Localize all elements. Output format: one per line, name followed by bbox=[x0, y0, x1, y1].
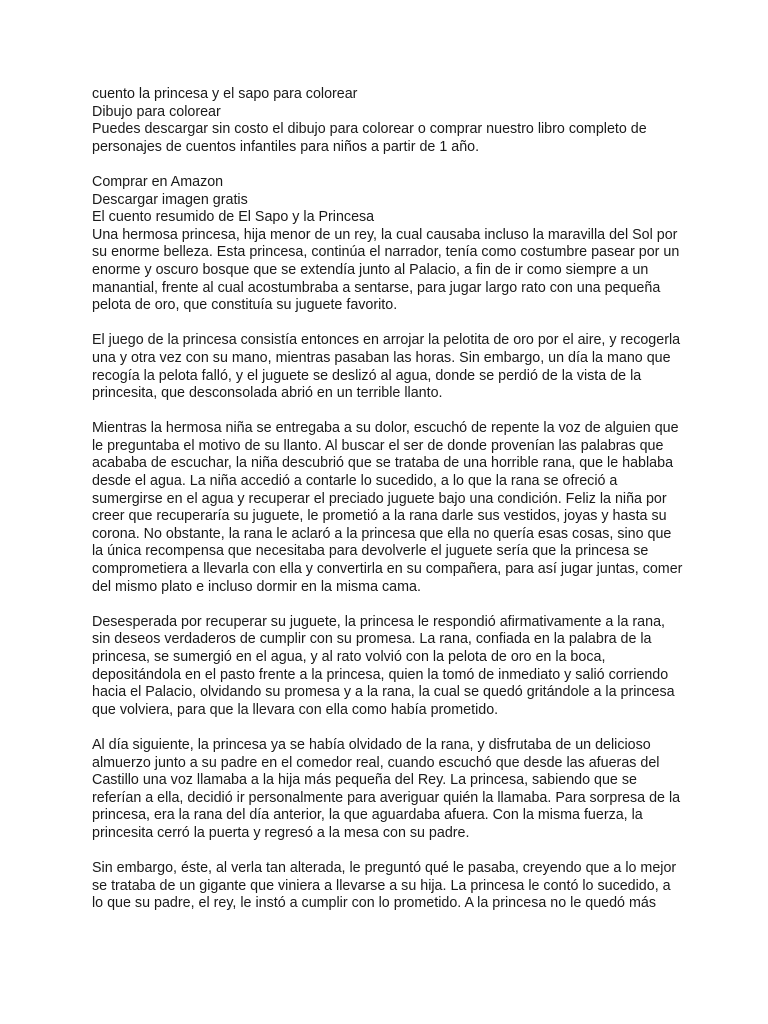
intro-text: Puedes descargar sin costo el dibujo para colorear o comprar nuestro libro completo de personajes de cuentos infantiles para niños a partir de 1 año. bbox=[92, 121, 647, 155]
story-paragraph: Desesperada por recuperar su juguete, la princesa le respondió afirmativamente a la rana, sin deseos verdaderos de cumplir con su promesa. La rana, confiada en la palabra de la princesa, se sumergió en el agua, y al rato volvió con la pelota de oro en la boca, depositándola en el pasto frente a la princesa, quien la tomó de inmediato y salió corriendo hacia el Palacio, olvidando su promesa y a la rana, la cual se quedó gritándole a la princesa que volviera, para que la llevara con ella como había prometido. bbox=[92, 613, 675, 718]
story-heading: El cuento resumido de El Sapo y la Princesa bbox=[92, 209, 375, 226]
download-link[interactable]: Descargar imagen gratis bbox=[92, 191, 248, 208]
story-paragraph: El juego de la princesa consistía entonces en arrojar la pelotita de oro por el aire, y recogerla una y otra vez con su mano, mientras pasaban las horas. Sin embargo, un día la mano que recogía la pelota falló, y el juguete se deslizó al agua, donde se perdió de la vista de la princesita, que desconsolada abrió en un terrible llanto. bbox=[92, 332, 681, 402]
story-paragraph: Una hermosa princesa, hija menor de un rey, la cual causaba incluso la maravilla del Sol por su enorme belleza. Esta princesa, continúa el narrador, tenía como costumbre pasear por un enorme y oscuro bosque que se extendía junto al Palacio, a fin de ir como siempre a un manantial, frente al cual acostumbraba a sentarse, para jugar largo rato con una pequeña pelota de oro, que constituía su juguete favorito. bbox=[92, 226, 680, 314]
header-block bbox=[92, 86, 684, 156]
page-subtitle: Dibujo para colorear bbox=[92, 103, 221, 120]
amazon-link[interactable]: Comprar en Amazon bbox=[92, 173, 224, 190]
story-paragraph: Mientras la hermosa niña se entregaba a su dolor, escuchó de repente la voz de alguien que le preguntaba el motivo de su llanto. Al buscar el ser de donde provenían las palabras que acababa de escuchar, la niña descubrió que se trataba de una horrible rana, que le hablaba desde el agua. La niña accedió a contarle lo sucedido, a lo que la rana se ofreció a sumergirse en el agua y recuperar el preciado juguete bajo una condición. Feliz la niña por creer que recuperaría su juguete, le prometió a la rana darle sus vestidos, joyas y hasta su corona. No obstante, la rana le aclaró a la princesa que ella no quería esas cosas, sino que la única recompensa que necesitaba para devolverle el juguete sería que la princesa se comprometiera a llevarla con ella y convertirla en su compañera, para así jugar juntas, comer del mismo plato e incluso dormir en la misma cama. bbox=[92, 420, 683, 595]
story-paragraph: Al día siguiente, la princesa ya se había olvidado de la rana, y disfrutaba de un delicioso almuerzo junto a su padre en el comedor real, cuando escuchó que desde las afueras del Castillo una voz llamaba a la hija más pequeña del Rey. La princesa, sabiendo que se referían a ella, decidió ir personalmente para averiguar quién la llamaba. Para sorpresa de la princesa, era la rana del día anterior, la que aguardaba afuera. Con la misma fuerza, la princesita cerró la puerta y regresó a la mesa con su padre. bbox=[92, 736, 681, 841]
links-block bbox=[92, 174, 684, 227]
page-title: cuento la princesa y el sapo para colorear bbox=[92, 86, 358, 102]
document-page bbox=[92, 86, 684, 931]
story-paragraph: Sin embargo, éste, al verla tan alterada, le preguntó qué le pasaba, creyendo que a lo mejor se trataba de un gigante que viniera a llevarse a su hija. La princesa le contó lo sucedido, a lo que su padre, el rey, le instó a cumplir con lo prometido. A la princesa no le quedó más bbox=[92, 860, 677, 912]
